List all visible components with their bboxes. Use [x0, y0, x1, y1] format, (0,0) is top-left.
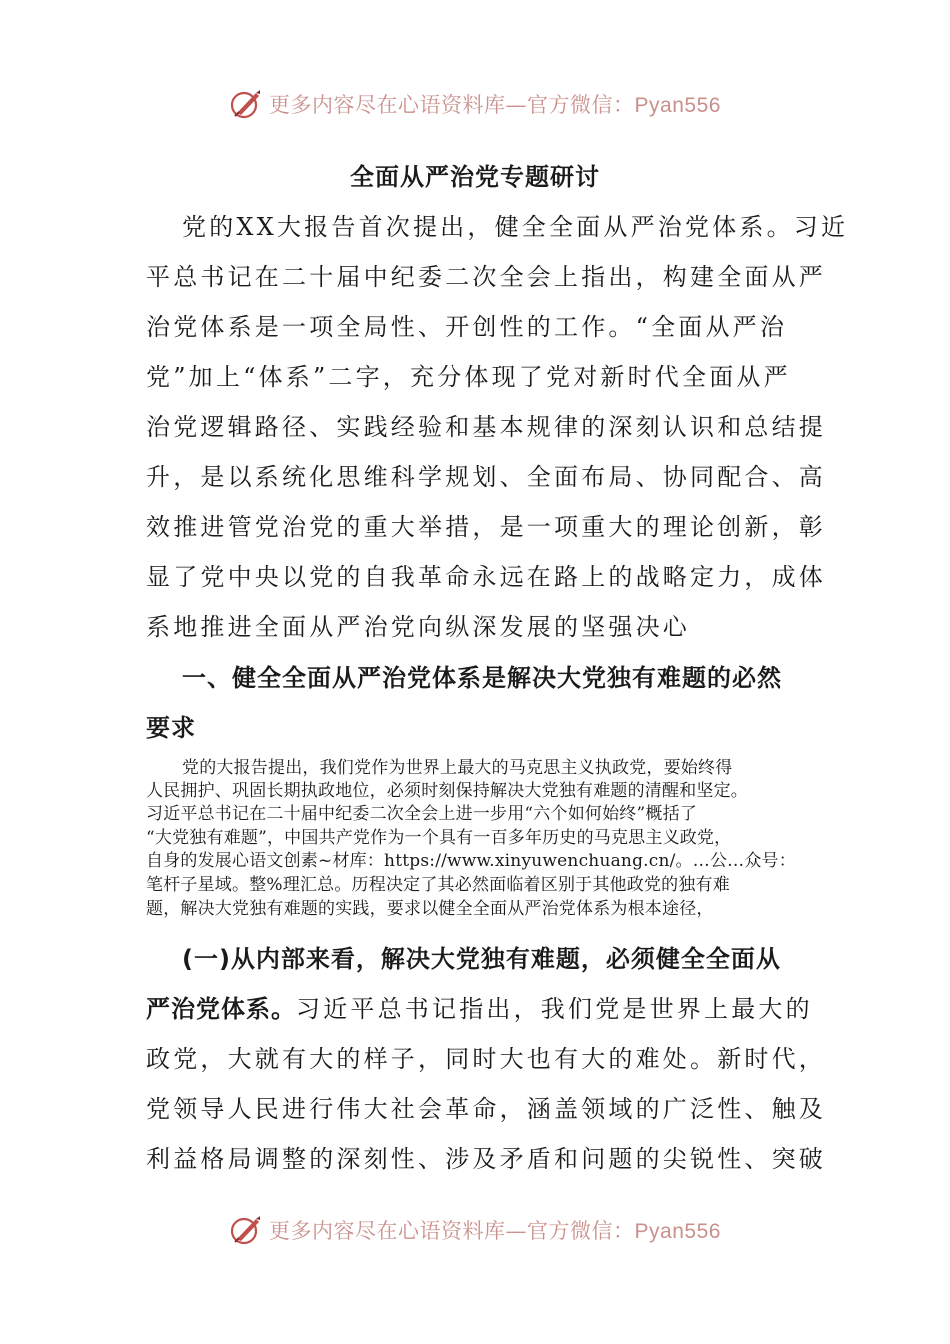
intro-line: 显了党中央以党的自我革命永远在路上的战略定力，成体 — [146, 563, 826, 591]
intro-line: 升，是以系统化思维科学规划、全面布局、协同配合、高 — [146, 463, 826, 491]
intro-line: 治党逻辑路径、实践经验和基本规律的深刻认识和总结提 — [146, 413, 826, 441]
intro-line: 平总书记在二十届中纪委二次全会上指出，构建全面从严 — [146, 263, 826, 291]
intro-line: 效推进管党治党的重大举措，是一项重大的理论创新，彰 — [146, 513, 826, 541]
body-small-line: 习近平总书记在二十届中纪委二次全会上进一步用“六个如何始终”概括了 — [146, 804, 697, 824]
header-banner-text: 更多内容尽在心语资料库—官方微信：Pyan556 — [269, 93, 721, 117]
body-small-line: 笔杆子星域。整%理汇总。历程决定了其必然面临着区别于其他政党的独有难 — [146, 875, 730, 895]
subsection-line: 政党，大就有大的样子，同时大也有大的难处。新时代， — [146, 1045, 826, 1073]
subsection-line: 党领导人民进行伟大社会革命，涵盖领域的广泛性、触及 — [146, 1095, 826, 1123]
intro-line: 系地推进全面从严治党向纵深发展的坚强决心 — [146, 613, 690, 641]
section-heading: 一、健全全面从严治党体系是解决大党独有难题的必然 — [182, 664, 782, 692]
quill-pen-logo-icon — [229, 1213, 263, 1247]
body-small-line: 题，解决大党独有难题的实践，要求以健全全面从严治党体系为根本途径， — [146, 899, 714, 919]
footer-banner-text: 更多内容尽在心语资料库—官方微信：Pyan556 — [269, 1219, 721, 1243]
body-small-line: 自身的发展心语文创素~材库：https://www.xinyuwenchuang.cn/。…公…众号： — [146, 851, 796, 871]
subsection-line: 利益格局调整的深刻性、涉及矛盾和问题的尖锐性、突破 — [146, 1145, 826, 1173]
body-small-line: 党的大报告提出，我们党作为世界上最大的马克思主义执政党，要始终得 — [182, 758, 733, 778]
page-title: 全面从严治党专题研讨 — [350, 163, 600, 191]
header-banner — [0, 84, 950, 124]
intro-line: 党”加上“体系”二字，充分体现了党对新时代全面从严 — [146, 363, 791, 391]
intro-line: 治党体系是一项全局性、开创性的工作。“全面从严治 — [146, 313, 788, 341]
quill-pen-logo-icon — [229, 87, 263, 121]
subsection-heading: (一)从内部来看，解决大党独有难题，必须健全全面从 — [182, 945, 781, 973]
subsection-line — [146, 994, 813, 1024]
body-small-line: 人民拥护、巩固长期执政地位，必须时刻保持解决大党独有难题的清醒和坚定。 — [146, 781, 748, 801]
footer-banner — [0, 1210, 950, 1250]
body-small-line: “大党独有难题”，中国共产党作为一个具有一百多年历史的马克思主义政党， — [146, 828, 732, 848]
intro-line: 党的XX大报告首次提出，健全全面从严治党体系。习近 — [182, 213, 849, 241]
subsection-text: 习近平总书记指出，我们党是世界上最大的 — [296, 995, 813, 1023]
section-heading-continued: 要求 — [146, 714, 196, 742]
subsection-heading-continued: 严治党体系。 — [146, 995, 296, 1023]
